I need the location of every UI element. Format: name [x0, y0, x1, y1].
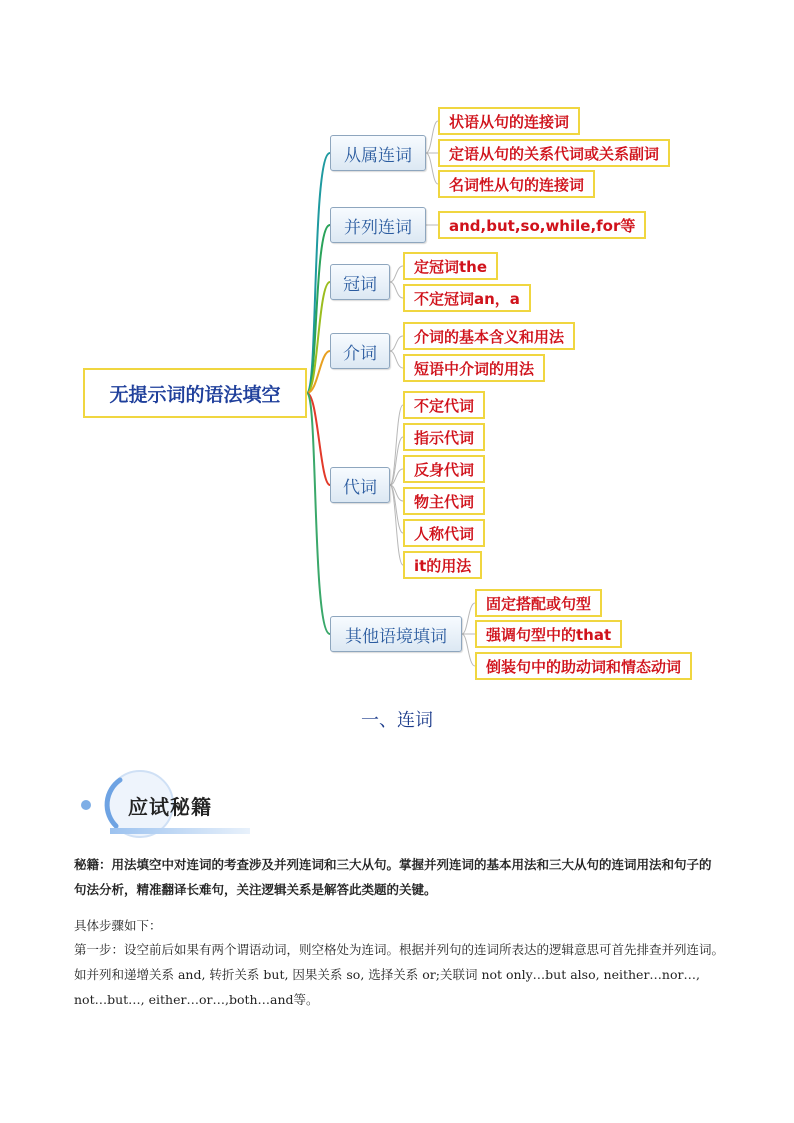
branch-line-qita	[307, 393, 330, 634]
leaf-item: 人称代词	[403, 519, 485, 547]
leaf-item: 指示代词	[403, 423, 485, 451]
leaf-item: 反身代词	[403, 455, 485, 483]
category-congshu-lianci: 从属连词	[330, 135, 426, 171]
category-binglie-lianci: 并列连词	[330, 207, 426, 243]
steps-intro: 具体步骤如下：	[74, 918, 162, 933]
leaf-item: it的用法	[403, 551, 482, 579]
branch-line-binglie	[307, 225, 330, 393]
leaf-item: 短语中介词的用法	[403, 354, 545, 382]
category-qita-yujing: 其他语境填词	[330, 616, 462, 652]
secret-paragraph	[74, 852, 724, 902]
category-guanci: 冠词	[330, 264, 390, 300]
leaf-item: 状语从句的连接词	[438, 107, 580, 135]
leaf-item: 固定搭配或句型	[475, 589, 602, 617]
leaf-item: 倒装句中的助动词和情态动词	[475, 652, 692, 680]
step-one-paragraph: 第一步：设空前后如果有两个谓语动词，则空格处为连词。根据并列句的连词所表达的逻辑意思可首先排查并列连词。如并列和递增关系 and, 转折关系 but, 因果关系 so, 选择关系 or;关联词 not only…but also, neither…nor…, not…but…, either…or…,both…and等。	[74, 942, 725, 1007]
section-heading: 一、连词	[361, 710, 433, 731]
leaf-item: 物主代词	[403, 487, 485, 515]
tips-badge-title: 应试秘籍	[128, 795, 212, 819]
category-jieci: 介词	[330, 333, 390, 369]
secret-label: 秘籍	[74, 857, 100, 872]
leaf-item: 定冠词the	[403, 252, 498, 280]
leaf-item: 定语从句的关系代词或关系副词	[438, 139, 670, 167]
leaf-item: 介词的基本含义和用法	[403, 322, 575, 350]
leaf-item: 不定代词	[403, 391, 485, 419]
leaf-item: and,but,so,while,for等	[438, 211, 646, 239]
leaf-item: 强调句型中的that	[475, 620, 622, 648]
leaf-item: 名词性从句的连接词	[438, 170, 595, 198]
mindmap-root: 无提示词的语法填空	[83, 368, 307, 418]
category-daici: 代词	[330, 467, 390, 503]
leaf-item: 不定冠词an，a	[403, 284, 531, 312]
secret-text: ：用法填空中对连词的考查涉及并列连词和三大从句。掌握并列连词的基本用法和三大从句的连词用法和句子的句法分析，精准翻译长难句，关注逻辑关系是解答此类题的关键。	[74, 857, 712, 897]
